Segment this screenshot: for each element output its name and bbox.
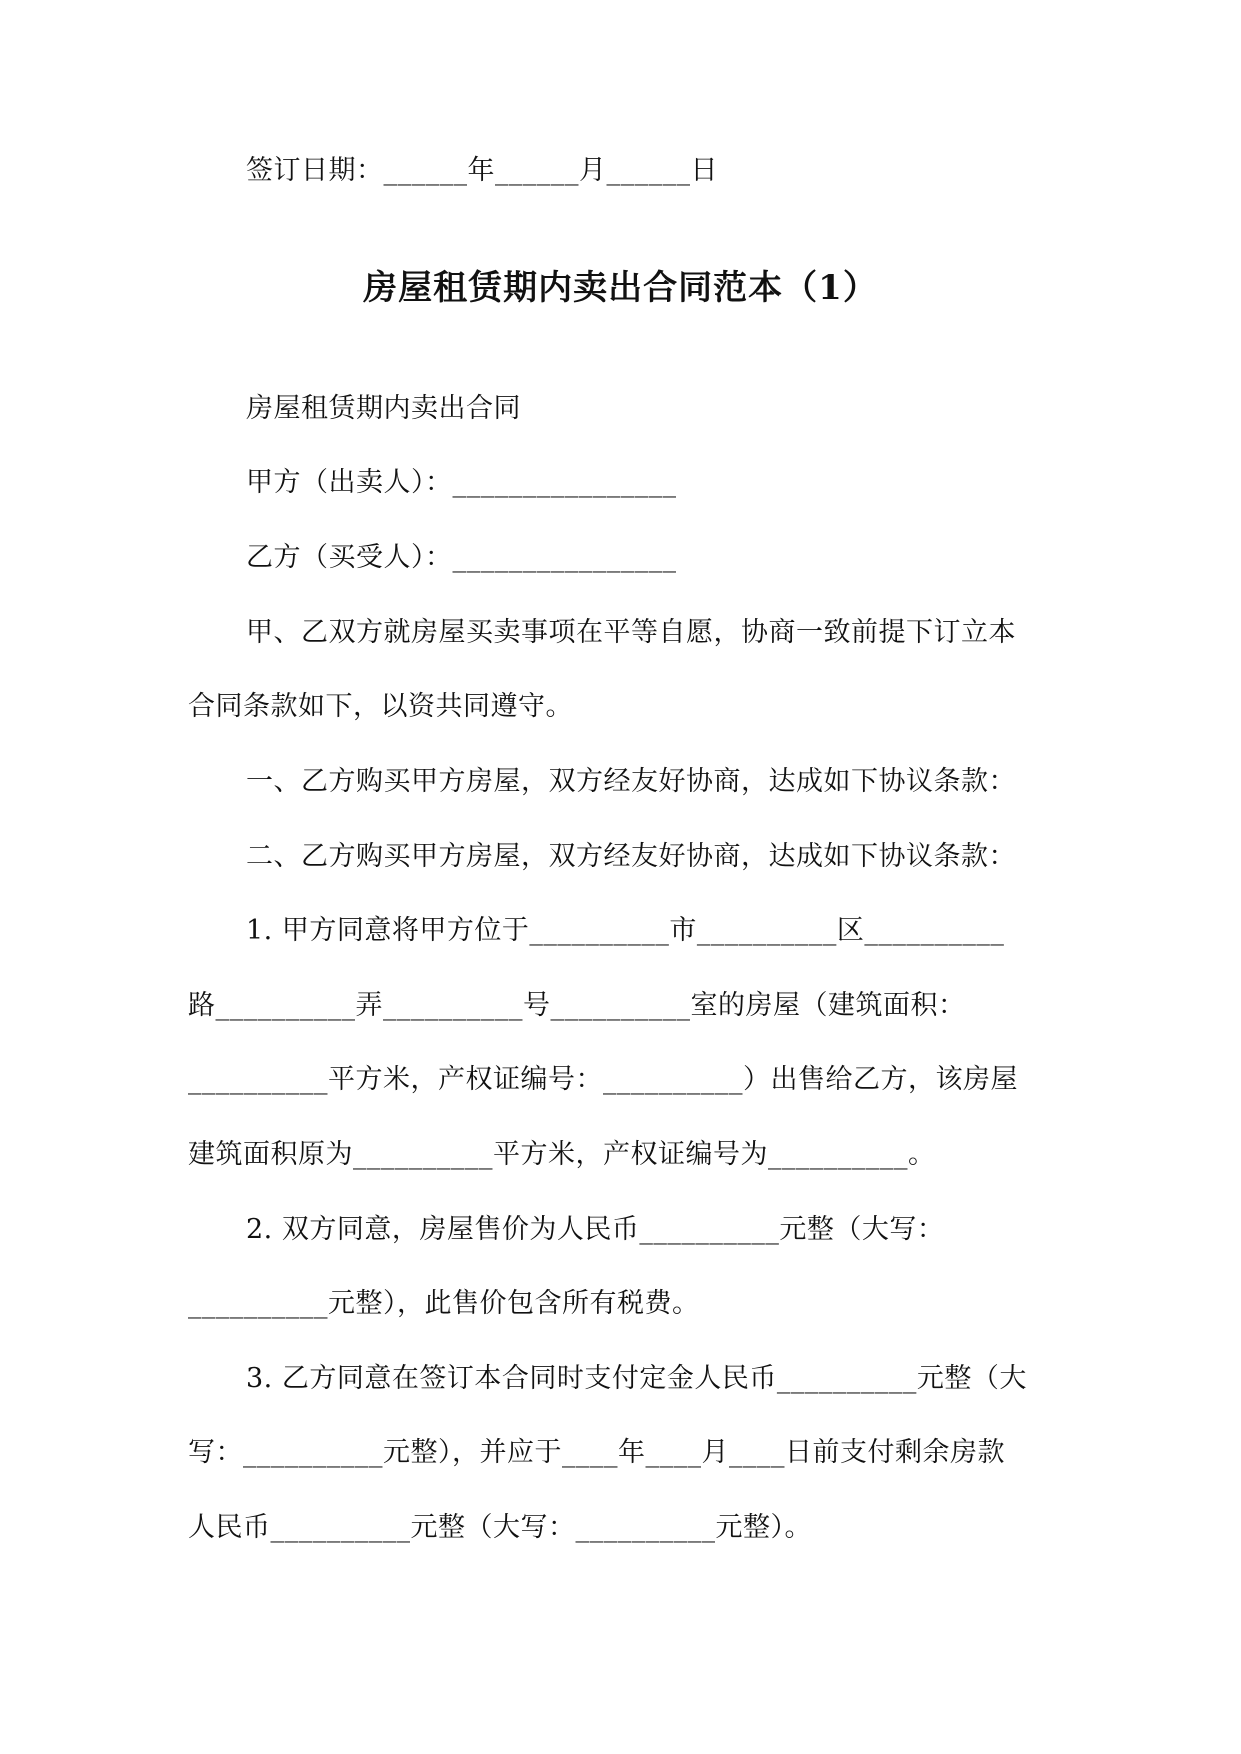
item-2-line-1: 2. 双方同意，房屋售价为人民币__________元整（大写：	[246, 1214, 945, 1245]
item-1-line-3: __________平方米，产权证编号：__________）出售给乙方，该房屋	[188, 1064, 1018, 1095]
item-3-line-1: 3. 乙方同意在签订本合同时支付定金人民币__________元整（大	[246, 1363, 1027, 1394]
party-b-line: 乙方（买受人）：________________	[246, 542, 677, 573]
item-3-line-2: 写：__________元整），并应于____年____月____日前支付剩余房款	[188, 1437, 1005, 1468]
intro-paragraph-line-2: 合同条款如下，以资共同遵守。	[188, 691, 573, 722]
item-1-line-2: 路__________弄__________号__________室的房屋（建筑面积：	[188, 990, 966, 1021]
document-title: 房屋租赁期内卖出合同范本（1）	[363, 268, 878, 308]
party-a-line: 甲方（出卖人）：________________	[246, 467, 677, 498]
intro-paragraph-line-1: 甲、乙双方就房屋买卖事项在平等自愿，协商一致前提下订立本	[246, 617, 1016, 648]
clause-2: 二、乙方购买甲方房屋，双方经友好协商，达成如下协议条款：	[246, 841, 1016, 872]
item-3-line-3: 人民币__________元整（大写：__________元整）。	[188, 1512, 812, 1543]
item-2-line-2: __________元整），此售价包含所有税费。	[188, 1288, 700, 1319]
item-1-line-4: 建筑面积原为__________平方米，产权证编号为__________。	[188, 1139, 936, 1170]
contract-subtitle: 房屋租赁期内卖出合同	[246, 393, 521, 424]
signing-date: 签订日期：______年______月______日	[246, 155, 718, 186]
item-1-line-1: 1. 甲方同意将甲方位于__________市__________区__________	[246, 915, 1005, 946]
clause-1: 一、乙方购买甲方房屋，双方经友好协商，达成如下协议条款：	[246, 766, 1016, 797]
